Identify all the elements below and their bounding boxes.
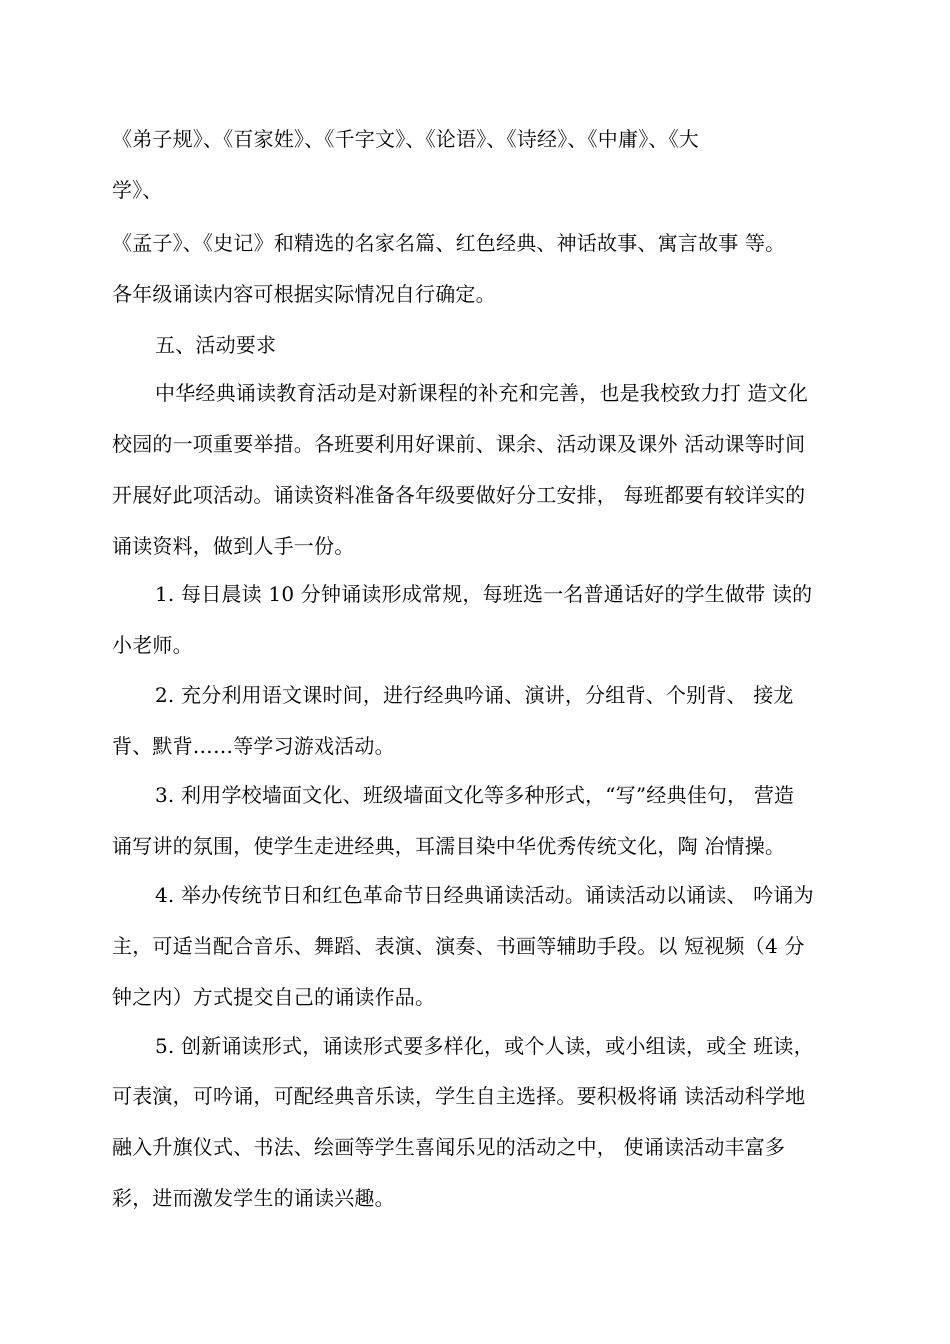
- text-line: 诵写讲的氛围，使学生走进经典，耳濡目染中华优秀传统文化，陶 冶情操。: [112, 834, 786, 858]
- text-line: 诵读资料，做到人手一份。: [112, 534, 355, 558]
- text-line: 《弟子规》、《百家姓》、《千字文》、《论语》、《诗经》、《中庸》、《大: [112, 127, 699, 151]
- text-line: 各年级诵读内容可根据实际情况自行确定。: [112, 282, 496, 306]
- text-line: 学》、: [112, 178, 163, 202]
- list-item: 5. 创新诵读形式，诵读形式要多样化，或个人读，或小组读，或全 班读，: [155, 1034, 814, 1058]
- list-item: 2. 充分利用语文课时间，进行经典吟诵、演讲，分组背、个别背、 接龙: [155, 683, 794, 707]
- list-item: 1. 每日晨读 10 分钟诵读形成常规，每班选一名普通话好的学生做带 读的: [155, 582, 813, 606]
- text-line: 融入升旗仪式、书法、绘画等学生喜闻乐见的活动之中， 使诵读活动丰富多: [112, 1135, 786, 1159]
- section-heading: 五、活动要求: [155, 333, 277, 357]
- list-item: 3. 利用学校墙面文化、班级墙面文化等多种形式，“写”经典佳句， 营造: [155, 783, 795, 807]
- text-line: 背、默背……等学习游戏活动。: [112, 734, 395, 758]
- list-item: 4. 举办传统节日和红色革命节日经典诵读活动。诵读活动以诵读、 吟诵为: [155, 883, 814, 907]
- text-line: 开展好此项活动。诵读资料准备各年级要做好分工安排， 每班都要有较详实的: [112, 483, 806, 507]
- text-line: 可表演，可吟诵，可配经典音乐读，学生自主选择。要积极将诵 读活动科学地: [112, 1084, 806, 1108]
- text-line: 彩，进而激发学生的诵读兴趣。: [112, 1186, 395, 1210]
- text-line: 《孟子》、《史记》和精选的名家名篇、红色经典、神话故事、寓言故事 等。: [112, 231, 786, 255]
- text-line: 小老师。: [112, 633, 193, 657]
- text-line: 中华经典诵读教育活动是对新课程的补充和完善，也是我校致力打 造文化: [155, 381, 808, 405]
- text-line: 主，可适当配合音乐、舞蹈、表演、演奏、书画等辅助手段。以 短视频（4 分: [112, 934, 805, 958]
- text-line: 校园的一项重要举措。各班要利用好课前、课余、活动课及课外 活动课等时间: [112, 432, 806, 456]
- text-line: 钟之内）方式提交自己的诵读作品。: [112, 985, 436, 1009]
